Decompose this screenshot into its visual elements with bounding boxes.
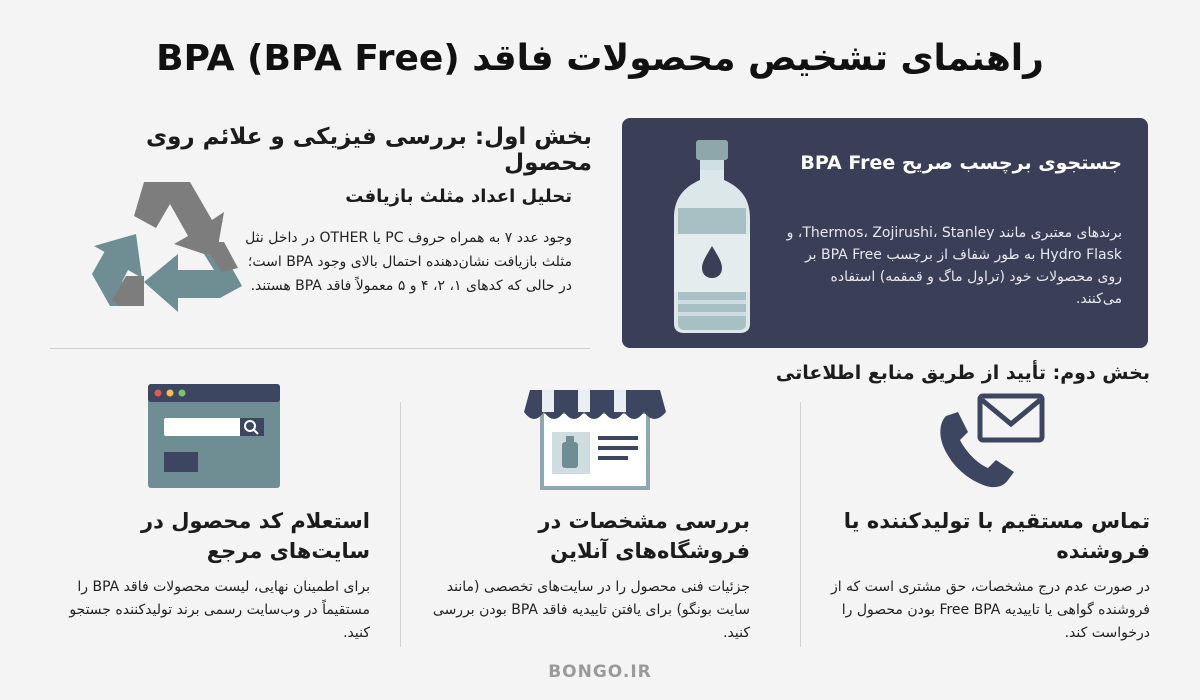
online-store-title: بررسی مشخصات در فروشگاه‌های آنلاین [538, 509, 750, 563]
contact-body: در صورت عدم درج مشخصات، حق مشتری است که از فروشنده گواهی یا تاییدیه Free BPA بودن محصول را درخواست کند. [830, 579, 1150, 641]
browser-search-icon [146, 382, 286, 492]
column-divider [800, 402, 801, 647]
online-store-body: جزئیات فنی محصول را در سایت‌های تخصصی (مانند سایت بونگو) برای یافتن تاییدیه فاقد BPA بودن بررسی کنید. [432, 579, 750, 641]
reference-sites-body: برای اطمینان نهایی، لیست محصولات فاقد BPA را مستقیماً در وب‌سایت رسمی برند تولیدکننده جستجو کنید. [69, 579, 370, 641]
column-divider [400, 402, 401, 647]
recycle-triangle-icon [82, 172, 252, 322]
recycle-section-body: وجود عدد ۷ به همراه حروف PC یا OTHER در داخل نثل مثلث بازیافت نشان‌دهنده احتمال بالای وجود BPA است؛ در حالی که کدهای ۱، ۲، ۴ و ۵ معمولاً فاقد BPA هستند. [245, 230, 572, 294]
recycle-section-title: تحلیل اعداد مثلث بازیافت [345, 186, 572, 207]
bpa-label-card [622, 118, 1148, 348]
water-bottle-icon [662, 138, 762, 334]
page-title: راهنمای تشخیص محصولات فاقد BPA (BPA Free) [156, 38, 1044, 79]
footer-logo[interactable]: BONGO.IR [548, 662, 652, 682]
reference-sites-title: استعلام کد محصول در سایت‌های مرجع [141, 509, 370, 563]
section1-divider [50, 348, 590, 349]
section2-heading: بخش دوم: تأیید از طریق منابع اطلاعاتی [775, 362, 1150, 384]
phone-envelope-icon [930, 382, 1050, 492]
bpa-label-body: برندهای معتبری مانند Thermos، Zojirushi، Stanley، و Hydro Flask به طور شفاف از برچسب BPA Free بر روی محصولات خود (تراول ماگ و قمقمه) استفاده می‌کنند. [786, 225, 1122, 307]
contact-title: تماس مستقیم با تولیدکننده یا فروشنده [843, 509, 1150, 563]
bpa-label-title: جستجوی برچسب صریح BPA Free [800, 152, 1122, 174]
online-store-icon [520, 382, 670, 492]
section1-heading: بخش اول: بررسی فیزیکی و علائم روی محصول [146, 124, 592, 176]
